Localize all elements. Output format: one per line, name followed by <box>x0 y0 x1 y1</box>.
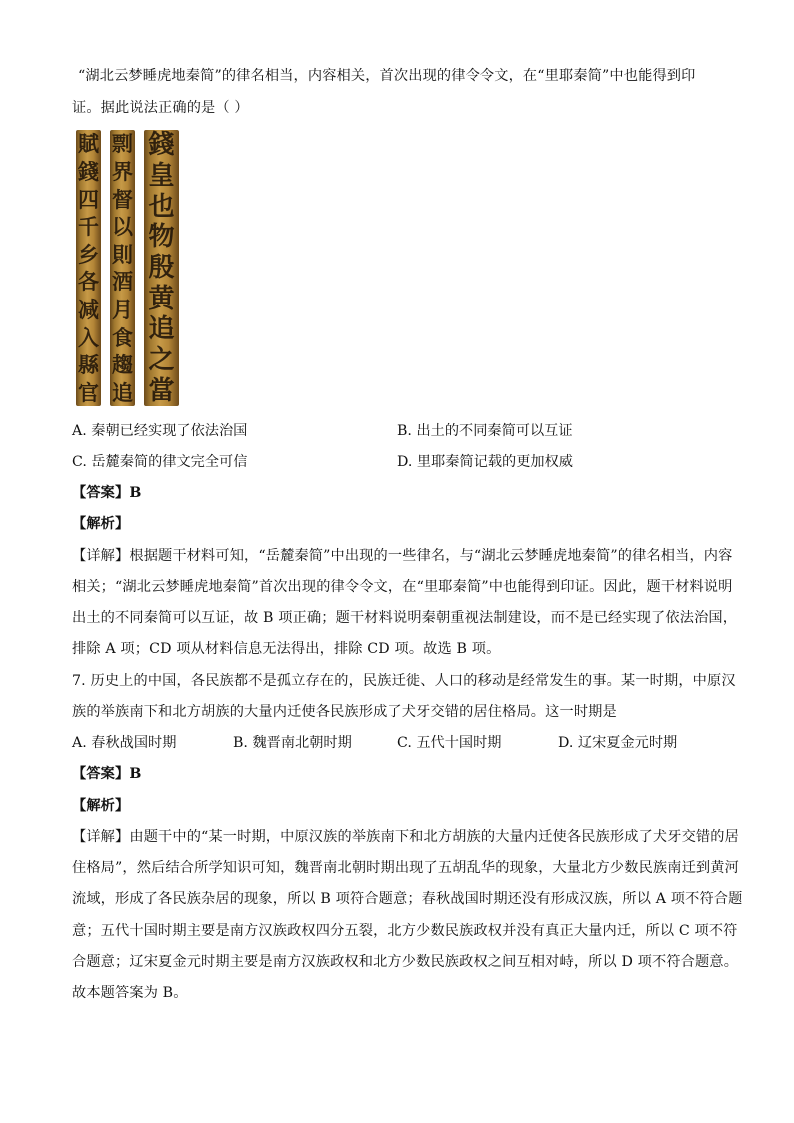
q7-stem-line-1: 7. 历史上的中国，各民族都不是孤立存在的，民族迁徙、人口的移动是经常发生的事。某一时期，中原汉 <box>72 673 736 689</box>
bamboo-slip-2 <box>110 130 135 406</box>
slip-character: 錢 <box>78 158 99 184</box>
slip-character: 追 <box>112 379 133 405</box>
slip-character: 督 <box>112 186 133 212</box>
slip-character: 趨 <box>112 352 133 378</box>
q7-detail-line-4: 意；五代十国时期主要是南方汉族政权四分五裂，北方少数民族政权并没有真正大量内迁，所以 C 项不符 <box>72 923 738 939</box>
slip-character: 縣 <box>78 352 99 378</box>
slip-character: 物 <box>148 222 175 253</box>
q6-option-d: D. 里耶秦简记载的更加权威 <box>397 454 573 470</box>
slip-character: 當 <box>148 375 175 406</box>
slip-character: 也 <box>148 191 175 222</box>
q6-analysis-heading: 【解析】 <box>72 516 130 532</box>
q7-option-a: A. 春秋战国时期 <box>72 735 177 751</box>
q6-option-c: C. 岳麓秦简的律文完全可信 <box>72 454 248 470</box>
bamboo-slips-photo <box>76 130 182 406</box>
q7-stem-line-2: 族的举族南下和北方胡族的大量内迁使各民族形成了犬牙交错的居住格局。这一时期是 <box>72 704 617 720</box>
bamboo-slip-1 <box>76 130 101 406</box>
q7-detail-line-3: 流域，形成了各民族杂居的现象，所以 B 项符合题意；春秋战国时期还没有形成汉族，所以 A 项不符合题 <box>72 891 743 907</box>
slip-character: 乡 <box>78 241 99 267</box>
q7-analysis-heading: 【解析】 <box>72 798 130 814</box>
q7-answer: 【答案】B <box>72 766 142 782</box>
slip-character: 之 <box>148 344 175 375</box>
slip-character: 黄 <box>148 283 175 314</box>
slip-character: 官 <box>78 379 99 405</box>
slip-character: 酒 <box>112 269 133 295</box>
slip-character: 月 <box>112 296 133 322</box>
slip-character: 各 <box>78 269 99 295</box>
q7-option-b: B. 魏晋南北朝时期 <box>233 735 352 751</box>
slip-character: 界 <box>112 158 133 184</box>
q6-option-a: A. 秦朝已经实现了依法治国 <box>72 423 248 439</box>
question-intro-line-1: “湖北云梦睡虎地秦简”的律名相当，内容相关，首次出现的律令令文，在“里耶秦简”中也能得到印 <box>78 68 696 84</box>
q6-detail-line-1: 【详解】根据题干材料可知，“岳麓秦简”中出现的一些律名，与“湖北云梦睡虎地秦简”的律名相当，内容 <box>72 548 733 564</box>
slip-character: 皇 <box>148 160 175 191</box>
q7-detail-line-2: 住格局”，然后结合所学知识可知，魏晋南北朝时期出现了五胡乱华的现象，大量北方少数民族南迁到黄河 <box>72 860 739 876</box>
slip-character: 賦 <box>78 131 99 157</box>
slip-character: 追 <box>148 314 175 345</box>
bamboo-slip-3 <box>144 130 179 406</box>
q6-detail-line-4: 排除 A 项；CD 项从材料信息无法得出，排除 CD 项。故选 B 项。 <box>72 641 501 657</box>
slip-character: 减 <box>78 296 99 322</box>
slip-character: 千 <box>78 214 99 240</box>
q7-option-c: C. 五代十国时期 <box>397 735 502 751</box>
q6-detail-line-3: 出土的不同秦简可以互证，故 B 项正确；题干材料说明秦朝重视法制建设，而不是已经实现了依法治国， <box>72 610 738 626</box>
q7-option-d: D. 辽宋夏金元时期 <box>558 735 678 751</box>
slip-character: 入 <box>78 324 99 350</box>
slip-character: 錢 <box>148 130 175 161</box>
question-intro-line-2: 证。据此说法正确的是（ ） <box>72 100 249 116</box>
q7-detail-line-5: 合题意；辽宋夏金元时期主要是南方汉族政权和北方少数民族政权之间互相对峙，所以 D 项不符合题意。 <box>72 954 739 970</box>
slip-character: 剽 <box>112 131 133 157</box>
slip-character: 四 <box>78 186 99 212</box>
slip-character: 則 <box>112 241 133 267</box>
slip-character: 以 <box>112 214 133 240</box>
q7-detail-line-1: 【详解】由题干中的“某一时期，中原汉族的举族南下和北方胡族的大量内迁使各民族形成了犬牙交错的居 <box>72 829 739 845</box>
q6-option-b: B. 出土的不同秦简可以互证 <box>397 423 573 439</box>
q7-detail-line-6: 故本题答案为 B。 <box>72 985 188 1001</box>
q6-detail-line-2: 相关；“湖北云梦睡虎地秦简”首次出现的律令令文，在“里耶秦简”中也能得到印证。因此，题干材料说明 <box>72 579 733 595</box>
slip-character: 殷 <box>148 252 175 283</box>
q6-answer: 【答案】B <box>72 485 142 501</box>
slip-character: 食 <box>112 324 133 350</box>
